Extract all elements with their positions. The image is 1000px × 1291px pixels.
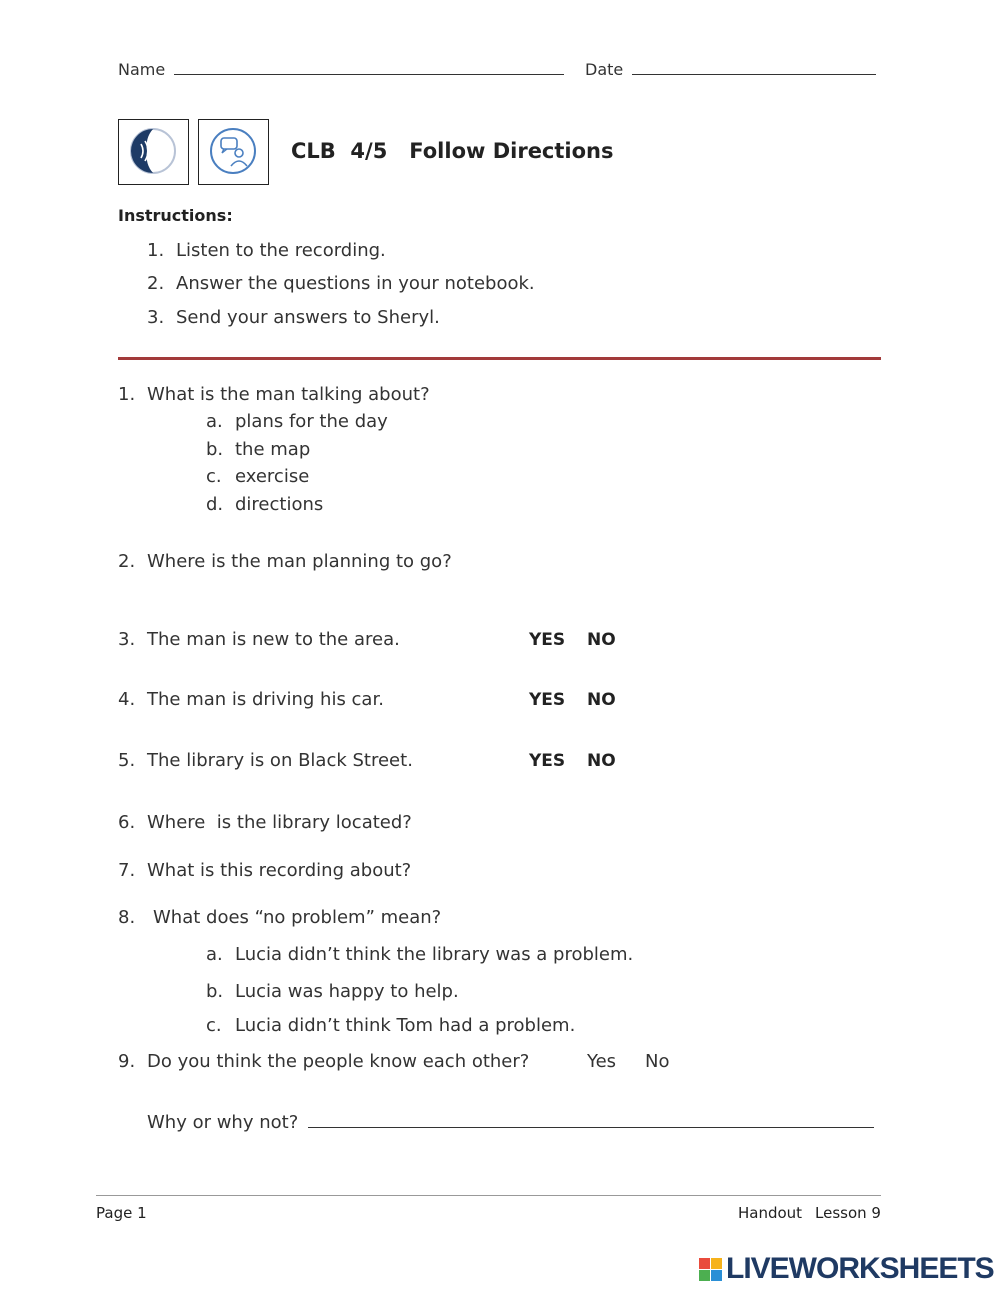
no-option[interactable]: NO (587, 751, 616, 771)
question-text: Where is the man planning to go? (147, 551, 452, 572)
option-text[interactable]: Lucia didn’t think the library was a problem. (235, 944, 634, 965)
instruction-text: Answer the questions in your notebook. (176, 273, 535, 294)
date-field[interactable] (585, 60, 876, 79)
yes-option[interactable]: YES (529, 751, 566, 771)
speaking-icon (199, 120, 267, 183)
section-divider (118, 357, 881, 360)
instruction-text: Send your answers to Sheryl. (176, 307, 440, 328)
yes-option[interactable]: YES (529, 690, 566, 710)
liveworksheets-logo-mark (699, 1258, 723, 1286)
question-number: 8. (118, 907, 136, 928)
question-text: The man is driving his car. (147, 689, 384, 710)
option-text[interactable]: directions (235, 494, 324, 515)
name-field[interactable] (118, 60, 564, 79)
page-title: CLB 4/5 Follow Directions (291, 139, 614, 163)
question-number: 3. (118, 629, 136, 650)
why-field[interactable] (147, 1112, 874, 1133)
date-label: Date (585, 60, 624, 79)
no-option[interactable]: NO (587, 630, 616, 650)
option-text[interactable]: exercise (235, 466, 310, 487)
no-option[interactable]: No (645, 1051, 670, 1072)
option-letter: d. (206, 494, 224, 515)
question-text: What is this recording about? (147, 860, 412, 881)
question-number: 9. (118, 1051, 136, 1072)
option-letter: b. (206, 981, 224, 1002)
name-line[interactable] (174, 60, 564, 75)
option-letter: a. (206, 944, 223, 965)
question-text: The library is on Black Street. (147, 750, 413, 771)
page-number: Page 1 (96, 1204, 147, 1222)
listening-icon-box (118, 119, 189, 185)
option-letter: c. (206, 1015, 222, 1036)
question-number: 5. (118, 750, 136, 771)
instructions-heading: Instructions: (118, 206, 233, 225)
question-text: Do you think the people know each other? (147, 1051, 530, 1072)
instruction-number: 3. (147, 307, 165, 328)
name-label: Name (118, 60, 166, 79)
option-text[interactable]: Lucia was happy to help. (235, 981, 459, 1002)
liveworksheets-logo-icon (699, 1258, 723, 1282)
footer-divider (96, 1195, 881, 1196)
speaking-icon-box (198, 119, 269, 185)
question-number: 2. (118, 551, 136, 572)
question-text: Where is the library located? (147, 812, 412, 833)
option-letter: b. (206, 439, 224, 460)
option-text[interactable]: plans for the day (235, 411, 388, 432)
question-number: 1. (118, 384, 136, 405)
why-label: Why or why not? (147, 1112, 299, 1133)
footer-lesson: Lesson 9 (815, 1204, 881, 1222)
option-letter: a. (206, 411, 223, 432)
yes-option[interactable]: YES (529, 630, 566, 650)
no-option[interactable]: NO (587, 690, 616, 710)
question-number: 4. (118, 689, 136, 710)
option-text[interactable]: Lucia didn’t think Tom had a problem. (235, 1015, 576, 1036)
option-text[interactable]: the map (235, 439, 311, 460)
instruction-text: Listen to the recording. (176, 240, 386, 261)
liveworksheets-logo-text: LIVEWORKSHEETS (726, 1252, 994, 1285)
question-text: What is the man talking about? (147, 384, 430, 405)
listening-icon (119, 120, 187, 183)
question-text: What does “no problem” mean? (153, 907, 442, 928)
instruction-number: 2. (147, 273, 165, 294)
question-number: 6. (118, 812, 136, 833)
instruction-number: 1. (147, 240, 165, 261)
footer-handout: Handout (738, 1204, 803, 1222)
yes-option[interactable]: Yes (587, 1051, 617, 1072)
date-line[interactable] (632, 60, 876, 75)
question-number: 7. (118, 860, 136, 881)
option-letter: c. (206, 466, 222, 487)
why-answer-line[interactable] (308, 1113, 874, 1128)
question-text: The man is new to the area. (147, 629, 400, 650)
